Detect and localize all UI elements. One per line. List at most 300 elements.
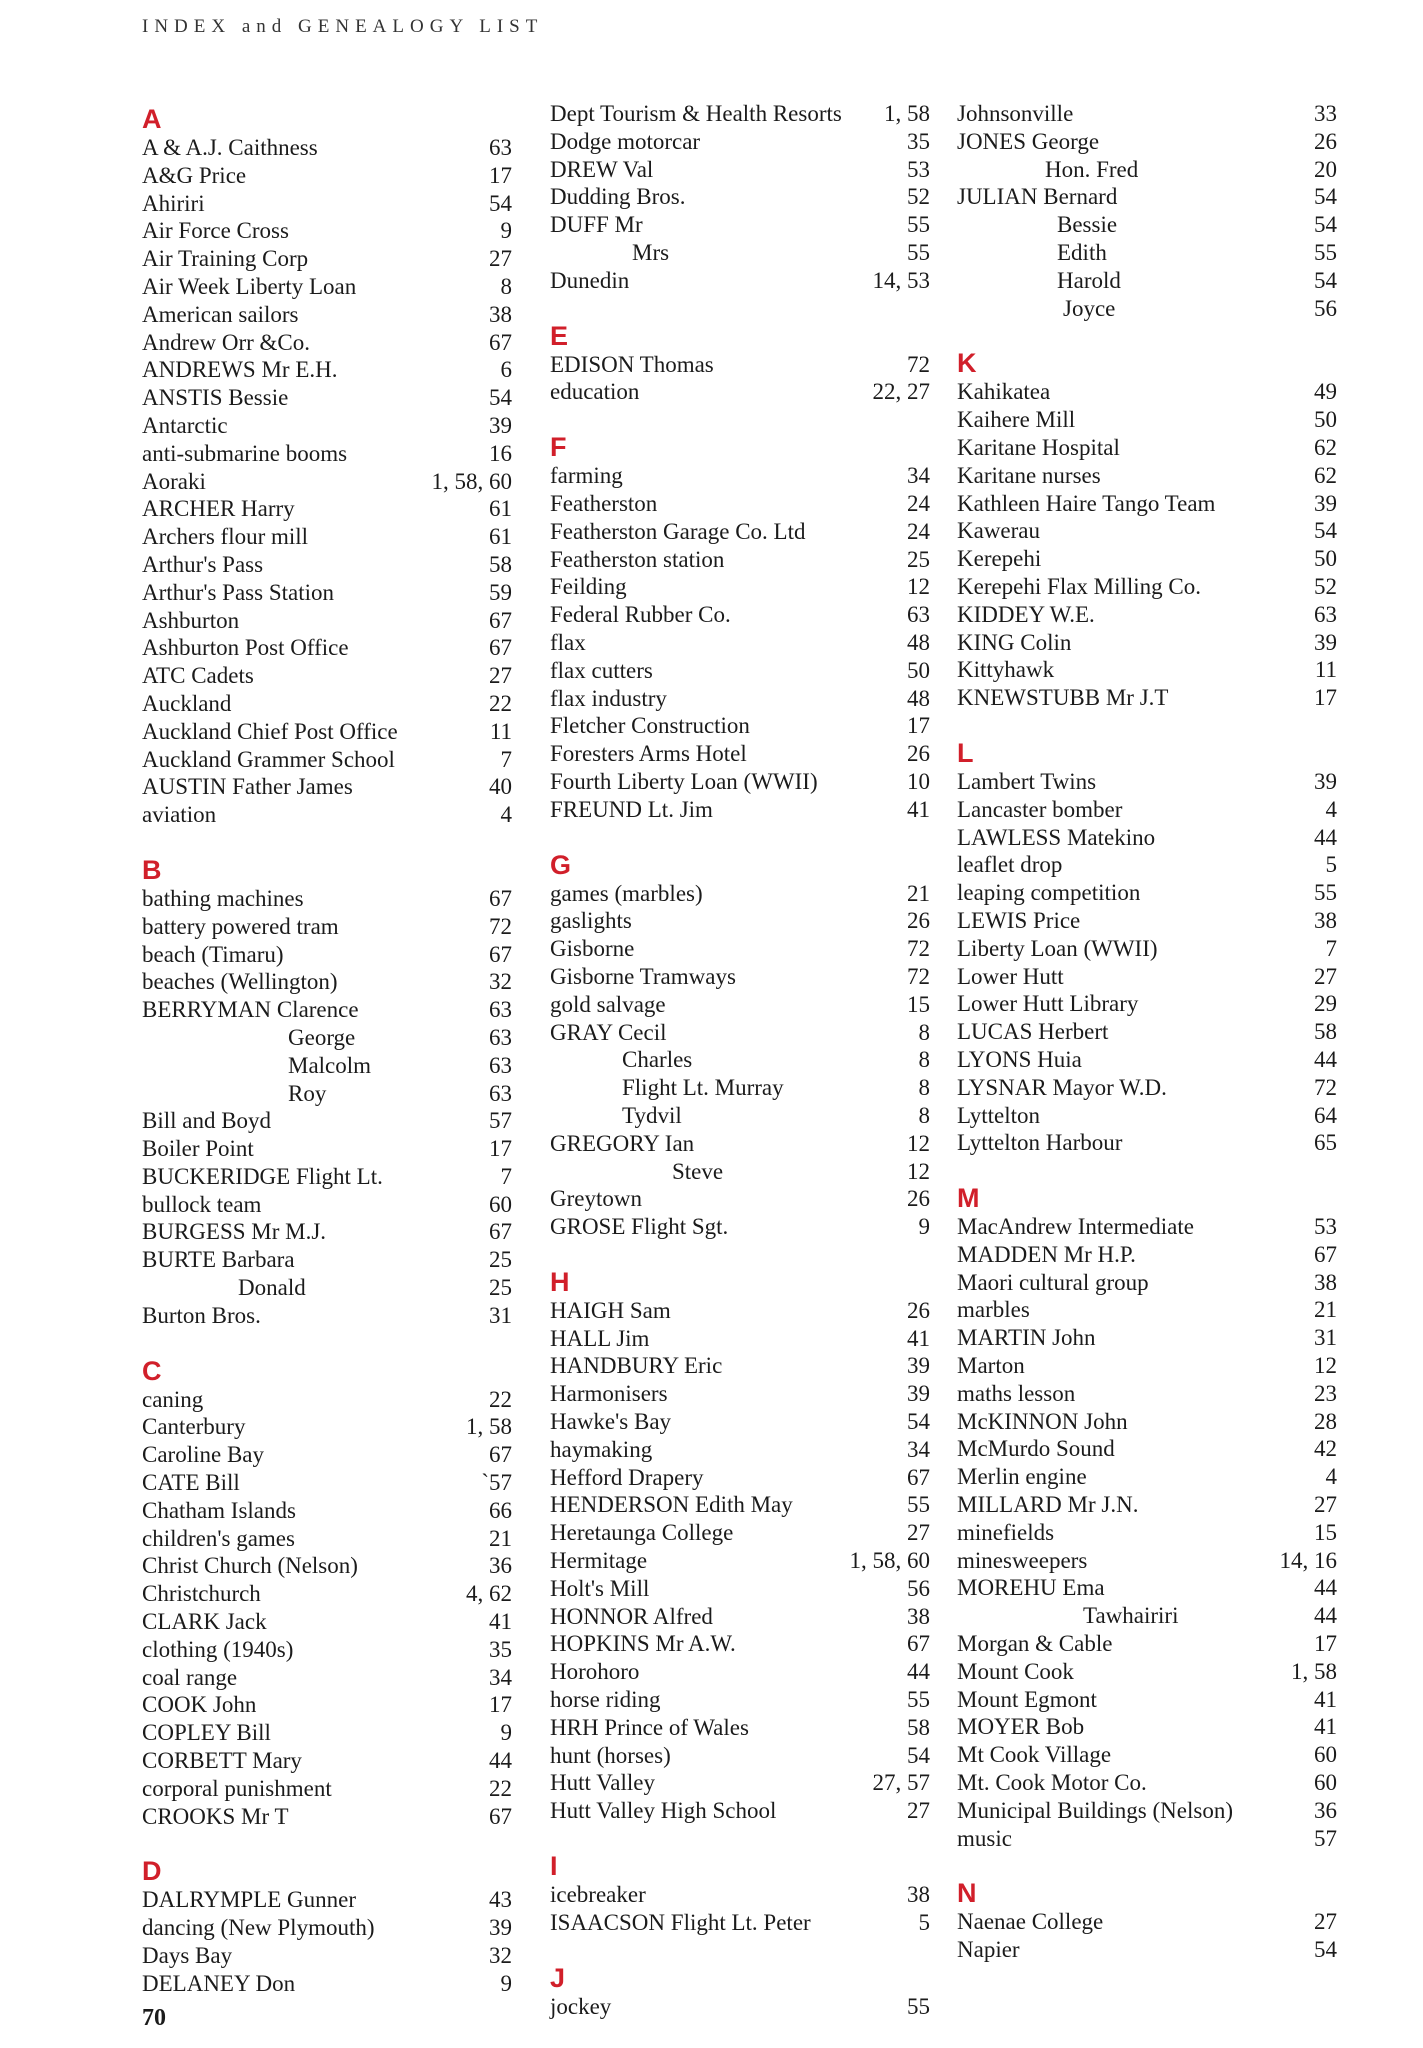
index-entry (142, 440, 512, 468)
entry-pages: 10 (907, 768, 930, 794)
entry-name: EDISON Thomas (550, 351, 714, 377)
entry-pages: `57 (481, 1470, 512, 1496)
entry-name: Hutt Valley (550, 1770, 655, 1796)
entry-name: Joyce (1063, 295, 1116, 321)
entry-name: A & A.J. Caithness (142, 135, 318, 160)
entry-name: Holt's Mill (550, 1575, 650, 1601)
index-entry (550, 462, 930, 490)
entry-name: Archers flour mill (142, 524, 309, 550)
index-entry (142, 773, 512, 801)
entry-name: McMurdo Sound (957, 1436, 1115, 1462)
section-letter-c: C (142, 1355, 162, 1386)
entry-pages: 54 (1314, 267, 1337, 293)
index-entry (550, 796, 930, 824)
entry-name: Hawke's Bay (550, 1409, 672, 1435)
index-entry (550, 1102, 930, 1130)
entry-name: Mt Cook Village (957, 1742, 1112, 1768)
index-entry (550, 1686, 930, 1714)
entry-pages: 41 (1314, 1686, 1337, 1712)
entry-pages: 15 (907, 991, 930, 1017)
index-entry (142, 551, 512, 579)
index-entry (957, 1713, 1337, 1741)
entry-name: Federal Rubber Co. (550, 602, 731, 628)
index-entry (142, 495, 512, 523)
index-entry (957, 1352, 1337, 1380)
entry-pages: 22 (489, 1386, 512, 1412)
index-entry (957, 156, 1337, 184)
entry-pages: 53 (907, 156, 930, 182)
index-entry (142, 356, 512, 384)
index-entry (957, 768, 1337, 796)
index-entry (142, 1218, 512, 1246)
entry-pages: 17 (1314, 1631, 1337, 1657)
entry-pages: 21 (907, 880, 930, 906)
entry-pages: 17 (489, 162, 512, 188)
entry-name: DUFF Mr (550, 212, 643, 238)
entry-name: ANSTIS Bessie (142, 385, 289, 411)
entry-pages: 35 (907, 128, 930, 154)
entry-name: battery powered tram (142, 913, 339, 939)
index-entry (957, 601, 1337, 629)
entry-pages: 4 (500, 802, 512, 828)
index-entry (957, 295, 1337, 323)
index-entry (550, 768, 930, 796)
index-entry (550, 1436, 930, 1464)
index-entry (142, 913, 512, 941)
index-entry (142, 1135, 512, 1163)
index-entry (957, 1241, 1337, 1269)
entry-name: MacAndrew Intermediate (957, 1214, 1194, 1240)
entry-pages: 44 (1314, 1046, 1337, 1072)
section-spacer (550, 824, 930, 846)
entry-name: HALL Jim (550, 1325, 650, 1351)
index-entry (142, 162, 512, 190)
entry-name: LAWLESS Matekino (957, 824, 1156, 850)
entry-pages: 65 (1314, 1130, 1337, 1156)
entry-name: LEWIS Price (957, 907, 1081, 933)
entry-pages: 63 (489, 997, 512, 1023)
entry-pages: 9 (500, 1720, 512, 1746)
index-entry (550, 267, 930, 295)
entry-pages: 7 (500, 1163, 512, 1189)
section-spacer (957, 322, 1337, 344)
entry-name: Napier (957, 1937, 1020, 1963)
entry-pages: 14, 16 (1279, 1547, 1337, 1573)
entry-pages: 32 (489, 969, 512, 995)
entry-name: MARTIN John (957, 1325, 1096, 1351)
entry-pages: 50 (1314, 407, 1337, 433)
entry-pages: 39 (489, 1915, 512, 1941)
entry-pages: 67 (489, 1442, 512, 1468)
entry-pages: 25 (907, 546, 930, 572)
index-entry (957, 1908, 1337, 1936)
entry-name: Christ Church (Nelson) (142, 1553, 358, 1579)
entry-pages: 44 (1314, 1575, 1337, 1601)
entry-pages: 48 (907, 629, 930, 655)
section-spacer (550, 1825, 930, 1847)
entry-name: Lyttelton (957, 1102, 1041, 1128)
entry-pages: 24 (907, 518, 930, 544)
entry-name: caning (142, 1386, 204, 1412)
entry-name: American sailors (142, 301, 299, 327)
entry-pages: 61 (489, 524, 512, 550)
entry-name: Caroline Bay (142, 1442, 264, 1468)
entry-name: ISAACSON Flight Lt. Peter (550, 1909, 811, 1935)
index-entry (142, 1608, 512, 1636)
entry-name: KNEWSTUBB Mr J.T (957, 685, 1169, 711)
index-entry (957, 879, 1337, 907)
entry-name: Fletcher Construction (550, 713, 750, 739)
index-entry (550, 1408, 930, 1436)
index-entry (550, 378, 930, 406)
index-entry (550, 156, 930, 184)
index-entry (957, 1574, 1337, 1602)
entry-name: Tawhairiri (1083, 1603, 1179, 1629)
entry-pages: 8 (918, 1102, 930, 1128)
entry-name: Heretaunga College (550, 1520, 734, 1546)
index-entry (142, 579, 512, 607)
entry-name: GREGORY Ian (550, 1130, 695, 1156)
entry-name: Mount Cook (957, 1658, 1074, 1684)
index-entry (142, 996, 512, 1024)
index-entry (957, 183, 1337, 211)
index-entry (957, 1018, 1337, 1046)
entry-pages: 63 (489, 1052, 512, 1078)
entry-pages: 67 (489, 607, 512, 633)
index-entry (550, 546, 930, 574)
index-entry (142, 1719, 512, 1747)
entry-pages: 58 (907, 1714, 930, 1740)
entry-pages: 55 (1314, 880, 1337, 906)
entry-name: hunt (horses) (550, 1742, 671, 1768)
entry-name: coal range (142, 1664, 238, 1690)
entry-pages: 11 (489, 718, 512, 744)
entry-pages: 32 (489, 1943, 512, 1969)
entry-name: CLARK Jack (142, 1609, 267, 1635)
entry-pages: 56 (907, 1575, 930, 1601)
entry-name: BURTE Barbara (142, 1247, 295, 1273)
entry-name: CATE Bill (142, 1470, 240, 1496)
entry-name: Lower Hutt Library (957, 991, 1139, 1017)
entry-pages: 17 (489, 1136, 512, 1162)
index-entry (550, 1714, 930, 1742)
entry-name: MILLARD Mr J.N. (957, 1492, 1139, 1518)
entry-name: DELANEY Don (142, 1970, 296, 1996)
entry-name: Fourth Liberty Loan (WWII) (550, 768, 818, 794)
section-letter-e: E (550, 320, 569, 351)
entry-pages: 16 (489, 440, 512, 466)
entry-pages: 15 (1314, 1519, 1337, 1545)
entry-pages: 36 (489, 1553, 512, 1579)
entry-pages: 61 (489, 496, 512, 522)
entry-pages: 60 (489, 1191, 512, 1217)
entry-pages: 1, 58 (466, 1414, 512, 1440)
entry-pages: 52 (907, 184, 930, 210)
index-entry (957, 434, 1337, 462)
entry-pages: 63 (907, 602, 930, 628)
index-entry (142, 1052, 512, 1080)
section-spacer (142, 829, 512, 851)
index-entry (957, 907, 1337, 935)
entry-pages: 67 (489, 885, 512, 911)
entry-name: horse riding (550, 1687, 661, 1713)
index-entry (550, 518, 930, 546)
index-entry (550, 1547, 930, 1575)
entry-name: children's games (142, 1525, 295, 1551)
entry-pages: 63 (1314, 601, 1337, 627)
index-entry (142, 245, 512, 273)
index-entry (957, 824, 1337, 852)
entry-pages: 53 (1314, 1214, 1337, 1240)
entry-pages: 38 (907, 1603, 930, 1629)
entry-pages: 31 (1314, 1325, 1337, 1351)
entry-name: Kerepehi (957, 546, 1042, 572)
index-entry (957, 1213, 1337, 1241)
index-entry (142, 468, 512, 496)
entry-name: flax industry (550, 685, 667, 711)
entry-name: Roy (288, 1080, 327, 1106)
entry-pages: 27 (1314, 1909, 1337, 1935)
index-entry (550, 1603, 930, 1631)
index-entry (142, 1080, 512, 1108)
entry-pages: 72 (489, 913, 512, 939)
entry-name: Gisborne (550, 936, 635, 962)
entry-pages: 39 (1314, 629, 1337, 655)
section-letter-f: F (550, 432, 567, 463)
entry-pages: 60 (1314, 1770, 1337, 1796)
index-entry (142, 801, 512, 829)
entry-pages: 8 (500, 273, 512, 299)
entry-name: Air Training Corp (142, 246, 309, 272)
entry-pages: 21 (489, 1525, 512, 1551)
index-entry (957, 1797, 1337, 1825)
entry-pages: 44 (1314, 824, 1337, 850)
entry-name: Karitane Hospital (957, 434, 1120, 460)
index-entry (142, 1163, 512, 1191)
index-entry (550, 128, 930, 156)
entry-name: Air Force Cross (142, 218, 289, 244)
entry-name: Mount Egmont (957, 1686, 1097, 1712)
entry-pages: 72 (907, 936, 930, 962)
index-entry (957, 128, 1337, 156)
entry-pages: 26 (907, 1297, 930, 1323)
index-entry (550, 100, 930, 128)
section-spacer (550, 1241, 930, 1263)
entry-name: Christchurch (142, 1581, 261, 1607)
entry-pages: 9 (918, 1214, 930, 1240)
index-entry (957, 1129, 1337, 1157)
entry-pages: 8 (918, 1019, 930, 1045)
entry-name: Malcolm (288, 1052, 372, 1078)
index-entry (142, 1636, 512, 1664)
entry-name: Mt. Cook Motor Co. (957, 1770, 1147, 1796)
index-entry (142, 1775, 512, 1803)
entry-pages: 17 (489, 1692, 512, 1718)
entry-name: Harmonisers (550, 1381, 668, 1407)
index-entry (550, 490, 930, 518)
index-entry (957, 267, 1337, 295)
entry-pages: 72 (1314, 1074, 1337, 1100)
entry-name: Auckland (142, 690, 232, 716)
entry-pages: 17 (1314, 685, 1337, 711)
index-entry (550, 1491, 930, 1519)
entry-name: Hermitage (550, 1548, 648, 1574)
entry-name: maths lesson (957, 1380, 1076, 1406)
index-entry (957, 1269, 1337, 1297)
index-entry (550, 1380, 930, 1408)
entry-pages: 67 (489, 329, 512, 355)
index-entry (550, 239, 930, 267)
entry-name: Lyttelton Harbour (957, 1130, 1123, 1156)
entry-pages: 63 (489, 1080, 512, 1106)
entry-name: BERRYMAN Clarence (142, 997, 359, 1023)
entry-name: aviation (142, 802, 217, 828)
entry-name: education (550, 379, 640, 405)
entry-name: Kathleen Haire Tango Team (957, 490, 1216, 516)
index-entry (550, 1297, 930, 1325)
index-entry (550, 629, 930, 657)
entry-name: CORBETT Mary (142, 1748, 302, 1774)
index-entry (550, 1909, 930, 1937)
index-entry (957, 684, 1337, 712)
entry-name: farming (550, 463, 623, 489)
index-entry (957, 1658, 1337, 1686)
entry-name: Horohoro (550, 1659, 640, 1685)
running-header: INDEX and GENEALOGY LIST (142, 16, 544, 37)
index-entry (550, 1742, 930, 1770)
entry-pages: 57 (489, 1108, 512, 1134)
index-entry (957, 406, 1337, 434)
entry-name: ATC Cadets (142, 663, 254, 689)
entry-name: Aoraki (142, 468, 206, 494)
index-entry (957, 1491, 1337, 1519)
entry-name: Kittyhawk (957, 657, 1055, 683)
index-entry (142, 746, 512, 774)
entry-pages: 36 (1314, 1797, 1337, 1823)
entry-pages: 41 (907, 1325, 930, 1351)
entry-name: HENDERSON Edith May (550, 1492, 793, 1518)
entry-name: A&G Price (142, 162, 247, 188)
entry-name: Greytown (550, 1186, 642, 1212)
entry-pages: 50 (1314, 546, 1337, 572)
entry-name: Dept Tourism & Health Resorts (550, 101, 842, 126)
index-entry (142, 1469, 512, 1497)
section-letter-a: A (142, 104, 162, 134)
entry-name: Charles (622, 1047, 693, 1073)
index-entry (957, 629, 1337, 657)
index-entry (142, 1580, 512, 1608)
index-entry (957, 1046, 1337, 1074)
entry-name: leaping competition (957, 880, 1141, 906)
entry-name: Lower Hutt (957, 963, 1064, 989)
entry-pages: 39 (907, 1353, 930, 1379)
entry-name: leaflet drop (957, 852, 1063, 878)
index-entry (957, 851, 1337, 879)
entry-pages: 33 (1314, 101, 1337, 126)
entry-name: COPLEY Bill (142, 1720, 271, 1746)
entry-pages: 50 (907, 657, 930, 683)
entry-pages: 55 (907, 239, 930, 265)
entry-pages: 44 (907, 1659, 930, 1685)
entry-pages: 38 (489, 301, 512, 327)
entry-pages: 39 (1314, 490, 1337, 516)
entry-name: Feilding (550, 574, 627, 600)
index-entry (957, 1296, 1337, 1324)
entry-name: Dudding Bros. (550, 184, 686, 210)
entry-pages: 54 (489, 190, 512, 216)
entry-name: LYONS Huia (957, 1046, 1082, 1072)
index-entry (142, 1886, 512, 1914)
index-column-1 (142, 100, 512, 1998)
index-entry (142, 301, 512, 329)
entry-name: gold salvage (550, 991, 666, 1017)
section-letter-k: K (957, 348, 977, 379)
index-entry (550, 1658, 930, 1686)
index-entry (957, 1324, 1337, 1352)
entry-name: anti-submarine booms (142, 440, 348, 466)
index-entry (142, 384, 512, 412)
entry-pages: 26 (1314, 128, 1337, 154)
entry-name: Andrew Orr &Co. (142, 329, 310, 355)
entry-pages: 9 (500, 1970, 512, 1996)
entry-name: jockey (550, 1993, 612, 2019)
index-entry (142, 1803, 512, 1831)
entry-name: games (marbles) (550, 880, 703, 906)
index-entry (142, 634, 512, 662)
entry-pages: 5 (918, 1909, 930, 1935)
index-entry (142, 412, 512, 440)
section-letter-i: I (550, 1851, 558, 1882)
entry-name: MOREHU Ema (957, 1575, 1105, 1601)
entry-pages: 54 (907, 1742, 930, 1768)
entry-pages: 54 (1314, 1937, 1337, 1963)
entry-name: dancing (New Plymouth) (142, 1915, 375, 1941)
entry-pages: 41 (489, 1609, 512, 1635)
entry-pages: 27 (907, 1520, 930, 1546)
entry-pages: 1, 58 (1291, 1658, 1337, 1684)
entry-name: flax cutters (550, 657, 653, 683)
index-entry (957, 462, 1337, 490)
entry-name: Morgan & Cable (957, 1631, 1113, 1657)
entry-name: Mrs (632, 239, 670, 265)
entry-pages: 27 (489, 663, 512, 689)
index-entry (142, 662, 512, 690)
entry-pages: 26 (907, 1186, 930, 1212)
index-entry (550, 1575, 930, 1603)
entry-name: GROSE Flight Sgt. (550, 1214, 729, 1240)
entry-name: Gisborne Tramways (550, 963, 736, 989)
index-entry (142, 607, 512, 635)
section-letter-g: G (550, 849, 572, 880)
entry-name: KING Colin (957, 629, 1072, 655)
entry-name: JULIAN Bernard (957, 184, 1118, 210)
entry-pages: 57 (1314, 1825, 1337, 1851)
entry-pages: 41 (1314, 1714, 1337, 1740)
section-letter-j: J (550, 1962, 566, 1993)
entry-pages: 4 (1325, 1464, 1337, 1490)
entry-name: ARCHER Harry (142, 496, 295, 522)
index-entry (142, 1942, 512, 1970)
entry-pages: 8 (918, 1075, 930, 1101)
entry-pages: 48 (907, 685, 930, 711)
entry-name: KIDDEY W.E. (957, 601, 1095, 627)
section-letter-h: H (550, 1266, 570, 1297)
entry-name: Kaihere Mill (957, 407, 1076, 433)
index-entry (142, 718, 512, 746)
index-entry (142, 1525, 512, 1553)
entry-name: Karitane nurses (957, 462, 1101, 488)
entry-name: Lambert Twins (957, 768, 1097, 794)
